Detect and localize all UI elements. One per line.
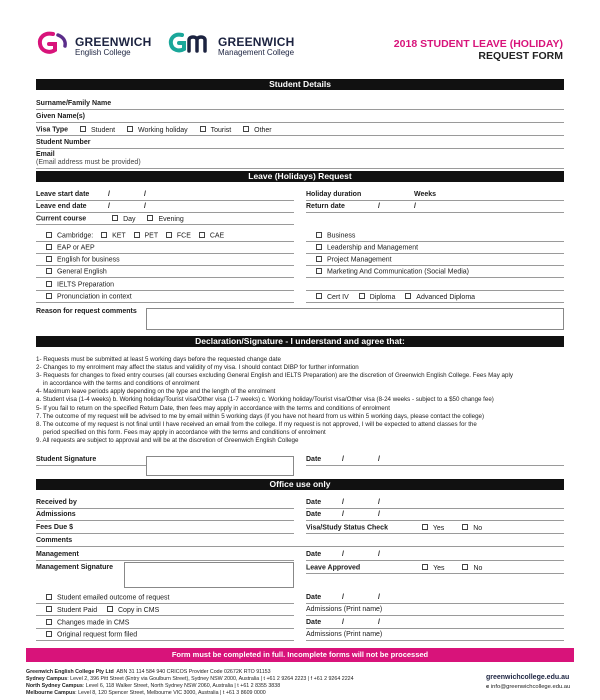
campus-address: : Level 6, 118 Walker Street, North Sydney NSW 2060, Australia | t +61 2 8355 3838	[82, 683, 281, 689]
divider	[306, 253, 564, 254]
surname-label: Surname/Family Name	[36, 100, 112, 107]
management-label: Management	[36, 551, 79, 558]
fees-due-label: Fees Due $	[36, 524, 73, 531]
term-item: in accordance with the terms and conditions of enrolment	[43, 380, 200, 388]
date-separator: /	[342, 499, 344, 506]
leave-start-field[interactable]	[36, 200, 294, 201]
checkbox[interactable]	[46, 232, 52, 238]
divider	[36, 603, 294, 604]
checkbox[interactable]	[46, 631, 52, 637]
surname-field[interactable]	[36, 109, 564, 110]
reason-textarea[interactable]	[146, 308, 564, 330]
checkbox[interactable]	[462, 524, 468, 530]
weeks-label: Weeks	[414, 191, 437, 198]
checkbox[interactable]	[46, 606, 52, 612]
management-signature-field[interactable]	[124, 562, 294, 588]
term-item: 9. All requests are subject to approval and will be at the discretion of Greenwich English College	[36, 436, 299, 444]
email-prefix: e	[486, 684, 490, 690]
visa-type-row	[36, 126, 272, 134]
received-date-field[interactable]	[306, 508, 564, 509]
leave-approved-yes[interactable]: Yes	[422, 565, 444, 572]
term-item: 2- Changes to my enrolment may affect the status and validity of my visa. I should contact DIBP for further information	[36, 364, 359, 372]
campus-name: Melbourne Campus	[26, 690, 76, 696]
emailed-date-field[interactable]	[306, 603, 564, 604]
leave-end-label: Leave end date	[36, 203, 87, 210]
leave-request-heading: Leave (Holidays) Request	[36, 171, 564, 182]
checkbox[interactable]	[46, 293, 52, 299]
date-separator: /	[144, 203, 146, 210]
email-field[interactable]	[36, 168, 564, 169]
fees-due-field[interactable]	[36, 533, 294, 534]
checkbox[interactable]	[316, 268, 322, 274]
management-college-logo-icon	[168, 31, 214, 55]
course-pronunciation[interactable]: Pronunciation in context	[46, 293, 132, 301]
admissions-field[interactable]	[36, 520, 294, 521]
footer-north-sydney-line	[26, 683, 280, 690]
course-ielts[interactable]: IELTS Preparation	[46, 281, 114, 289]
date-separator: /	[378, 511, 380, 518]
management-college-sub: Management College	[218, 48, 295, 57]
checkbox[interactable]	[316, 256, 322, 262]
footer-email-link[interactable]: info@greenwichcollege.edu.au	[490, 684, 571, 690]
company-details: ABN 31 114 584 940 CRICOS Provider Code 02672K RTO 91153	[116, 669, 271, 675]
student-emailed-item[interactable]: Student emailed outcome of request	[46, 594, 169, 602]
checkbox[interactable]	[127, 126, 133, 132]
course-english-business[interactable]: English for business	[46, 256, 120, 264]
course-leadership[interactable]: Leadership and Management	[316, 244, 418, 252]
checkbox[interactable]	[46, 281, 52, 287]
management-date-label: Date	[306, 551, 322, 558]
checkbox[interactable]	[359, 293, 365, 299]
course-general-english[interactable]: General English	[46, 268, 107, 276]
checkbox[interactable]	[316, 232, 322, 238]
visa-option-tourist[interactable]: Tourist	[200, 127, 232, 134]
visa-option-working-holiday[interactable]: Working holiday	[127, 127, 188, 134]
company-name: Greenwich English College Pty Ltd	[26, 669, 114, 675]
received-by-label: Received by	[36, 499, 77, 506]
received-by-field[interactable]	[36, 508, 294, 509]
divider	[36, 277, 294, 278]
original-filed-item[interactable]: Original request form filed	[46, 631, 137, 639]
checkbox[interactable]	[46, 594, 52, 600]
visa-status-yes[interactable]: Yes	[422, 525, 444, 532]
student-number-field[interactable]	[36, 148, 564, 149]
date-separator: /	[342, 551, 344, 558]
leave-approved-label: Leave Approved	[306, 564, 361, 572]
admissions-label: Admissions	[36, 511, 76, 518]
emailed-date-label: Date	[306, 594, 322, 601]
course-eap[interactable]: EAP or AEP	[46, 244, 95, 252]
holiday-duration-field[interactable]	[306, 200, 564, 201]
campus-address: : Level 8, 120 Spencer Street, Melbourne VIC 3000, Australia | t +61 3 8609 0000	[75, 690, 266, 696]
footer-sydney-line	[26, 676, 354, 683]
admissions-print-field[interactable]	[306, 615, 564, 616]
visa-status-no[interactable]: No	[462, 525, 482, 532]
cert-options-row	[316, 293, 475, 301]
form-title: 2018 STUDENT LEAVE (HOLIDAY)	[393, 38, 563, 50]
term-item: 1- Requests must be submitted at least 5 working days before the requested change date	[36, 356, 281, 363]
date-separator: /	[342, 619, 344, 626]
student-signature-field[interactable]	[146, 456, 294, 476]
management-college-brand	[218, 36, 294, 57]
date-separator: /	[378, 456, 380, 463]
checkbox[interactable]	[46, 268, 52, 274]
comments-field[interactable]	[36, 546, 564, 547]
copy-in-cms-item[interactable]: Copy in CMS	[107, 607, 159, 614]
course-marketing[interactable]: Marketing And Communication (Social Media)	[316, 268, 469, 276]
date-separator: /	[342, 594, 344, 601]
signature-date-field[interactable]	[306, 465, 564, 466]
checkbox[interactable]	[462, 564, 468, 570]
incomplete-form-notice: Form must be completed in full. Incomplete forms will not be processed	[26, 648, 574, 662]
student-paid-row	[46, 606, 159, 614]
divider	[36, 302, 294, 303]
leave-approved-row	[306, 564, 482, 572]
checkbox[interactable]	[46, 256, 52, 262]
footer-company-line	[26, 669, 271, 676]
checkbox[interactable]	[405, 293, 411, 299]
student-paid-item[interactable]: Student Paid	[46, 607, 97, 614]
declaration-heading: Declaration/Signature - I understand and agree that:	[36, 336, 564, 347]
email-note: (Email address must be provided)	[36, 159, 141, 166]
campus-address: : Level 2, 396 Pitt Street (Entry via Goulburn Street), Sydney NSW 2000, Australia | t +61 2 9264 2223 | f +61 2 9264 2224	[67, 676, 354, 682]
checkbox[interactable]	[80, 126, 86, 132]
admissions-date-label: Date	[306, 511, 322, 518]
diploma-option[interactable]: Diploma	[359, 294, 396, 301]
date-separator: /	[378, 551, 380, 558]
checkbox[interactable]	[243, 126, 249, 132]
return-date-label: Return date	[306, 203, 345, 210]
visa-status-row	[306, 524, 482, 532]
divider	[36, 241, 294, 242]
divider	[36, 224, 294, 225]
form-subtitle: REQUEST FORM	[478, 50, 563, 62]
advanced-diploma-option[interactable]: Advanced Diploma	[405, 294, 475, 301]
return-date-field[interactable]	[306, 212, 564, 213]
term-item: 5- If you fail to return on the specified Return Date, then fees may apply in accordance with the terms and conditions of enrolment	[36, 404, 390, 412]
visa-status-label: Visa/Study Status Check	[306, 524, 388, 532]
date-separator: /	[378, 594, 380, 601]
divider	[306, 533, 564, 534]
checkbox[interactable]	[147, 215, 153, 221]
divider	[306, 277, 564, 278]
date-separator: /	[378, 203, 380, 210]
course-business[interactable]: Business	[316, 232, 355, 240]
management-college-name: GREENWICH	[218, 35, 295, 49]
visa-option-student[interactable]: Student	[80, 127, 115, 134]
leave-approved-no[interactable]: No	[462, 565, 482, 572]
holiday-duration-label: Holiday duration	[306, 191, 362, 198]
admissions-print-label: Admissions (Print name)	[306, 606, 383, 613]
checkbox[interactable]	[112, 215, 118, 221]
checkbox[interactable]	[46, 619, 52, 625]
divider	[306, 265, 564, 266]
date-separator: /	[342, 456, 344, 463]
term-item: 8. The outcome of my request is not final until I have received an email from the college. If my request is not approved, I will be expected to attend classes for the	[36, 420, 477, 428]
admissions-print-label-2: Admissions (Print name)	[306, 631, 383, 638]
date-separator: /	[342, 511, 344, 518]
footer-website-link[interactable]: greenwichcollege.edu.au	[486, 674, 570, 681]
footer-email-row	[486, 684, 570, 690]
course-cambridge[interactable]: Cambridge: KET PET FCE CAE	[46, 232, 224, 240]
management-field[interactable]	[36, 560, 294, 561]
divider	[36, 253, 294, 254]
student-details-heading: Student Details	[36, 79, 564, 90]
checkbox[interactable]	[166, 232, 172, 238]
campus-name: North Sydney Campus	[26, 683, 83, 689]
cms-date-label: Date	[306, 619, 322, 626]
divider	[36, 290, 294, 291]
divider	[36, 615, 294, 616]
term-item: a. Student visa (1-4 weeks) b. Working holiday/Tourist visa/Other visa (1-7 weeks) c. Working holiday/Tourist visa/Other visa (8-24 weeks - subject to a $50 change fee)	[36, 396, 494, 404]
english-college-brand	[75, 36, 151, 57]
management-date-field[interactable]	[306, 560, 564, 561]
visa-type-label: Visa Type	[36, 126, 69, 134]
divider	[36, 465, 146, 466]
footer-melbourne-line	[26, 690, 266, 697]
english-college-logo-icon	[36, 30, 70, 56]
checkbox[interactable]	[422, 564, 428, 570]
admissions-date-field[interactable]	[306, 520, 564, 521]
course-project-management[interactable]: Project Management	[316, 256, 392, 264]
divider	[306, 302, 564, 303]
checkbox[interactable]	[316, 244, 322, 250]
divider	[306, 290, 564, 291]
received-date-label: Date	[306, 499, 322, 506]
campus-name: Sydney Campus	[26, 676, 68, 682]
cert-iv-option[interactable]: Cert IV	[316, 294, 349, 301]
divider	[306, 573, 564, 574]
english-college-name: GREENWICH	[75, 35, 152, 49]
divider	[36, 628, 294, 629]
date-separator: /	[414, 203, 416, 210]
term-item: 7. The outcome of my request will be advised to me by email within 5 working days (if you have not heard from us within 5 working days, please contact the college)	[36, 412, 485, 420]
student-signature-label: Student Signature	[36, 456, 97, 463]
student-number-label: Student Number	[36, 139, 91, 146]
term-item: period specified on this form. Fees may apply in accordance with the terms and conditions of enrolment	[43, 428, 326, 436]
date-separator: /	[108, 191, 110, 198]
given-name-label: Given Name(s)	[36, 113, 86, 120]
term-item: 4- Maximum leave periods apply depending on the type and the length of the enrolment	[36, 388, 276, 396]
course-time-day[interactable]: Day	[112, 216, 135, 223]
signature-date-label: Date	[306, 456, 322, 463]
checkbox[interactable]	[316, 293, 322, 299]
checkbox[interactable]	[101, 232, 107, 238]
changes-cms-item[interactable]: Changes made in CMS	[46, 619, 129, 627]
course-time-evening[interactable]: Evening	[147, 216, 183, 223]
management-signature-label: Management Signature	[36, 564, 114, 571]
leave-start-label: Leave start date	[36, 191, 90, 198]
checkbox[interactable]	[107, 606, 113, 612]
divider	[36, 265, 294, 266]
current-course-row	[36, 215, 184, 223]
term-item: 3- Requests for changes to fixed entry courses (all courses excluding General English and IELTS Preparation) are the discretion of Greenwich English College. Fees May aply	[36, 372, 513, 380]
visa-option-other[interactable]: Other	[243, 127, 272, 134]
date-separator: /	[378, 619, 380, 626]
date-separator: /	[108, 203, 110, 210]
cms-date-field[interactable]	[306, 628, 564, 629]
divider	[36, 135, 564, 136]
divider	[36, 640, 294, 641]
leave-end-field[interactable]	[36, 212, 294, 213]
comments-label: Comments	[36, 537, 73, 544]
date-separator: /	[144, 191, 146, 198]
checkbox[interactable]	[46, 244, 52, 250]
checkbox[interactable]	[422, 524, 428, 530]
checkbox[interactable]	[134, 232, 140, 238]
admissions-print-field-2[interactable]	[306, 640, 564, 641]
english-college-sub: English College	[75, 48, 131, 57]
checkbox[interactable]	[199, 232, 205, 238]
divider	[306, 241, 564, 242]
date-separator: /	[378, 499, 380, 506]
office-use-heading: Office use only	[36, 479, 564, 490]
checkbox[interactable]	[200, 126, 206, 132]
reason-label: Reason for request comments	[36, 308, 137, 315]
given-name-field[interactable]	[36, 122, 564, 123]
email-label: Email	[36, 151, 55, 158]
declaration-terms	[36, 356, 564, 445]
current-course-label: Current course	[36, 215, 87, 223]
